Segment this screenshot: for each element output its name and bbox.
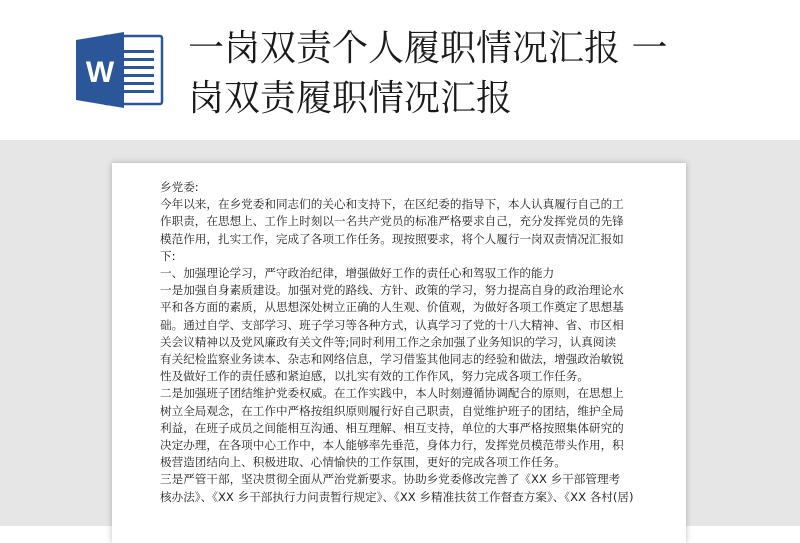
document-line: 性及做好工作的责任感和紧迫感，以扎实有效的工作作风，努力完成各项工作任务。: [160, 369, 589, 384]
title-line: 一岗双责个人履职情况汇报 一: [188, 28, 668, 69]
document-line: 有关纪检监察业务读本、杂志和网络信息，学习借鉴其他同志的经验和做法，增强政治敏锐: [160, 352, 624, 367]
document-line: 础。通过自学、支部学习、班子学习等各种方式，认真学习了党的十八大精神、省、市区相: [160, 317, 624, 332]
document-body: [160, 179, 652, 506]
document-line: 三是严管干部，坚决贯彻全面从严治党新要求。协助乡党委修改完善了《XX 乡干部管理考: [160, 472, 621, 487]
document-line: 一是加强自身素质建设。加强对党的路线、方针、政策的学习，努力提高自身的政治理论水: [160, 283, 624, 298]
document-line: 二是加强班子团结维护党委权威。在工作实践中，本人时刻遵循协调配合的原则，在思想上: [160, 386, 624, 401]
document-line: 乡党委:: [160, 180, 199, 194]
document-line: 决定办理，在各项中心工作中，本人能够率先垂范，身体力行，发挥党员模范带头作用，积: [160, 438, 624, 453]
word-document-icon: [74, 30, 166, 110]
page-title: [188, 24, 788, 124]
document-line: 模范作用，扎实工作，完成了各项工作任务。现按照要求，将个人履行一岗双责情况汇报如: [160, 231, 624, 246]
icon-letter: W: [85, 56, 115, 89]
document-line: 树立全局观念，在工作中严格按组织原则履行好自己职责，自觉维护班子的团结，维护全局: [160, 403, 624, 418]
document-line: 下:: [160, 248, 176, 263]
header: [0, 0, 800, 140]
document-line: 今年以来，在乡党委和同志们的关心和支持下，在区纪委的指导下，本人认真履行自己的工: [160, 197, 624, 212]
title-line: 岗双责履职情况汇报: [188, 78, 513, 119]
document-line: 一、加强理论学习，严守政治纪律，增强做好工作的责任心和驾驭工作的能力: [160, 266, 555, 281]
document-line: 极营造团结向上、积极进取、心情愉快的工作氛围，更好的完成各项工作任务。: [160, 455, 566, 470]
document-line: 核办法》、《XX 乡干部执行力问责暂行规定》、《XX 乡精准扶贫工作督查方案》、《XX 各村(居): [160, 489, 634, 504]
document-line: 利益，在班子成员之间能相互沟通、相互理解、相互支持，单位的大事严格按照集体研究的: [160, 420, 624, 435]
document-line: 关会议精神以及党风廉政有关文件等;同时利用工作之余加强了业务知识的学习，认真阅读: [160, 334, 617, 349]
document-line: 平和各方面的素质，从思想深处树立正确的人生观、价值观，为做好各项工作奠定了思想基: [160, 300, 624, 315]
document-page: [112, 163, 686, 543]
document-line: 作职责，在思想上、工作上时刻以一名共产党员的标准严格要求自己，充分发挥党员的先锋: [160, 214, 624, 229]
